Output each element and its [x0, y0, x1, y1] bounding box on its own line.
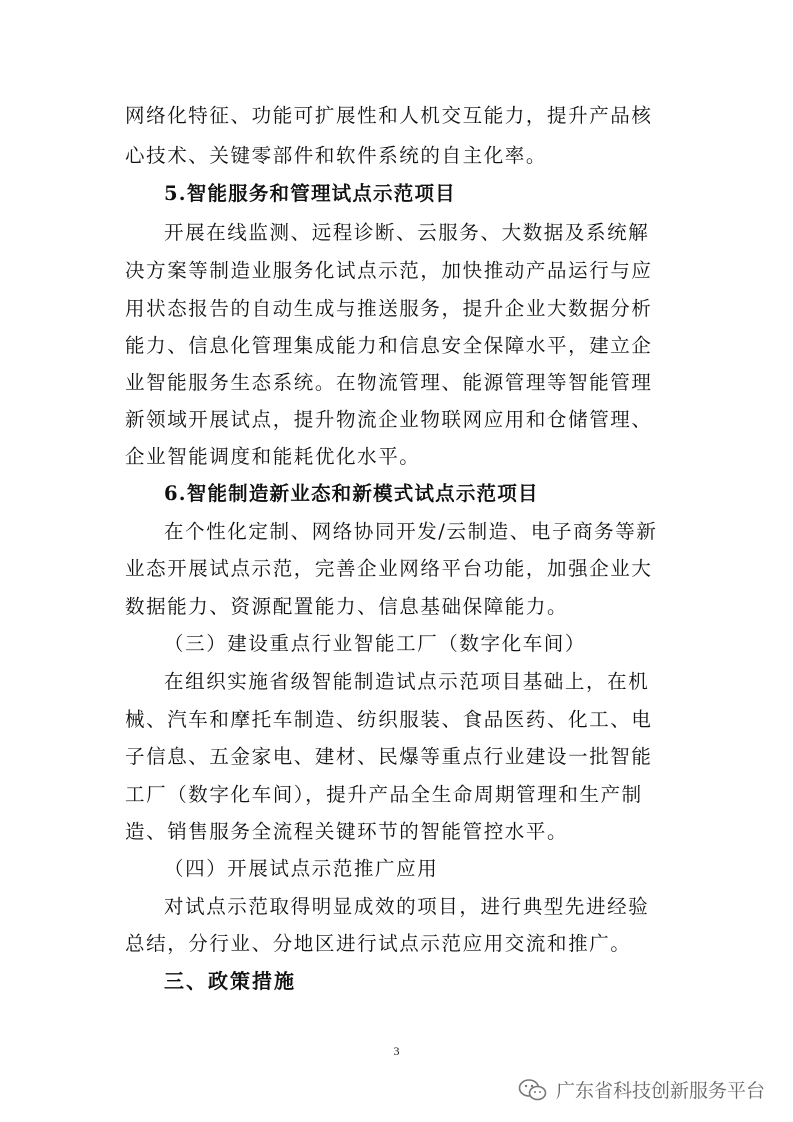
text-line: 能力、信息化管理集成能力和信息安全保障水平，建立企 — [125, 334, 653, 357]
text-line: 企业智能调度和能耗优化水平。 — [125, 445, 421, 468]
page-number: 3 — [393, 1044, 400, 1058]
text-line: 业智能服务生态系统。在物流管理、能源管理等智能管理 — [125, 371, 653, 394]
text-line: 用状态报告的自动生成与推送服务，提升企业大数据分析 — [125, 297, 653, 320]
text-line: 网络化特征、功能可扩展性和人机交互能力，提升产品核 — [125, 104, 653, 127]
subheading-3: （三）建设重点行业智能工厂（数字化车间） — [164, 632, 587, 655]
section-heading-3: 三、政策措施 — [164, 969, 296, 993]
text-line: 业态开展试点示范，完善企业网络平台功能，加强企业大 — [125, 557, 653, 580]
text-line: 对试点示范取得明显成效的项目，进行典型先进经验 — [164, 895, 650, 918]
text-line: 工厂（数字化车间），提升产品全生命周期管理和生产制 — [125, 783, 643, 806]
text-line: 开展在线监测、远程诊断、云服务、大数据及系统解 — [164, 221, 650, 244]
heading-5: 5.智能服务和管理试点示范项目 — [164, 182, 456, 205]
subheading-4: （四）开展试点示范推广应用 — [164, 857, 439, 880]
text-line: 造、销售服务全流程关键环节的智能管控水平。 — [125, 820, 569, 843]
watermark-text: 广东省科技创新服务平台 — [555, 1080, 765, 1102]
text-line: 心技术、关键零部件和软件系统的自主化率。 — [125, 144, 548, 167]
wechat-icon — [518, 1078, 548, 1102]
text-line: 子信息、五金家电、建材、民爆等重点行业建设一批智能 — [125, 745, 653, 768]
heading-6: 6.智能制造新业态和新模式试点示范项目 — [164, 482, 539, 505]
watermark — [518, 1076, 765, 1103]
text-line: 在组织实施省级智能制造试点示范项目基础上，在机 — [164, 670, 650, 693]
text-line: 械、汽车和摩托车制造、纺织服装、食品医药、化工、电 — [125, 708, 653, 731]
text-line: 数据能力、资源配置能力、信息基础保障能力。 — [125, 595, 569, 618]
text-line: 在个性化定制、网络协同开发/云制造、电子商务等新 — [164, 520, 658, 543]
text-line: 决方案等制造业服务化试点示范，加快推动产品运行与应 — [125, 259, 653, 282]
text-line: 总结，分行业、分地区进行试点示范应用交流和推广。 — [125, 932, 632, 955]
text-line: 新领域开展试点，提升物流企业物联网应用和仓储管理、 — [125, 408, 653, 431]
